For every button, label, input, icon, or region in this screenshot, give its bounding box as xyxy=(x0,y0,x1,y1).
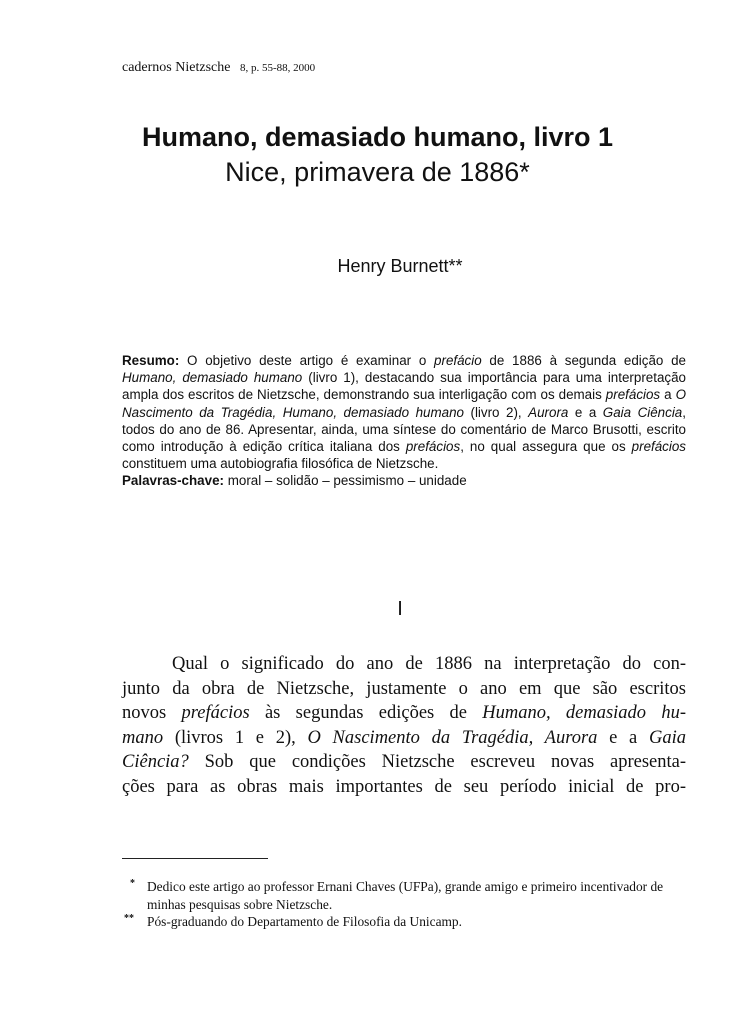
body-line xyxy=(122,677,686,702)
body-seg: às segundas edições de xyxy=(249,703,483,723)
abstract xyxy=(122,352,686,490)
abstract-seg: , todos do ano de 86. Apresentar, ainda, uma síntese do comentário de Marco Brusotti, escrito como introdução à edição crítica italiana dos xyxy=(122,404,686,455)
abstract-label: Resumo: xyxy=(122,353,180,368)
abstract-seg: , no qual assegura que os xyxy=(460,439,632,455)
body-seg: e a xyxy=(597,727,649,748)
body-line xyxy=(122,652,686,677)
footnotes xyxy=(122,878,692,931)
abstract-seg: prefácios xyxy=(631,439,686,455)
abstract-seg: de 1886 à segunda edição de xyxy=(481,353,686,368)
abstract-seg: (livro 1), destacando sua importância para uma interpretação ampla dos escritos de Nietzsche, demonstrando sua interligação com os demais xyxy=(122,370,686,403)
abstract-seg: constituem uma autobiografia filosófica de Nietzsche. xyxy=(122,456,439,472)
body-seg: Gaia xyxy=(648,727,686,748)
body-line xyxy=(122,701,686,726)
article-title xyxy=(0,120,755,190)
body-seg: ções para as obras mais importantes de seu período inicial de pro- xyxy=(122,776,686,797)
footnote-rule xyxy=(122,858,268,859)
abstract-seg: prefácios xyxy=(605,387,661,403)
body-seg: Humano, demasiado hu- xyxy=(482,703,687,723)
journal-volume: 8, p. 55-88, 2000 xyxy=(239,62,316,74)
footnote-text: Pós-graduando do Departamento de Filosofia da Unicamp. xyxy=(147,914,462,929)
abstract-seg: Aurora xyxy=(528,404,569,420)
body-seg: Qual o significado do ano de 1886 na interpretação do con- xyxy=(172,654,686,674)
footnote-1 xyxy=(122,878,692,913)
footnote-text: Dedico este artigo ao professor Ernani Chaves (UFPa), grande amigo e primeiro incentivador de minhas pesquisas sobre Nietzsche. xyxy=(147,879,664,912)
title-line-1: Humano, demasiado humano, livro 1 xyxy=(141,122,614,152)
abstract-seg: Humano, demasiado humano xyxy=(122,370,303,386)
body-line xyxy=(122,750,686,775)
abstract-seg: prefácios xyxy=(405,439,461,455)
footnote-marker: * xyxy=(130,878,135,889)
abstract-seg: a xyxy=(660,387,676,403)
author-name: Henry Burnett** xyxy=(337,256,463,276)
abstract-text xyxy=(122,352,686,472)
body-seg: prefácios xyxy=(181,703,250,723)
footnote-marker: ** xyxy=(124,913,134,924)
body-line xyxy=(122,726,686,751)
keywords xyxy=(122,472,686,489)
abstract-seg: O objetivo deste artigo é examinar o xyxy=(179,353,435,368)
section-heading: I xyxy=(397,598,403,620)
keywords-list: moral – solidão – pessimismo – unidade xyxy=(224,473,467,489)
abstract-seg: prefácio xyxy=(434,353,482,368)
journal-name: cadernos Nietzsche xyxy=(122,60,231,75)
abstract-seg: e a xyxy=(568,404,603,420)
body-line xyxy=(122,775,686,800)
title-line-2: Nice, primavera de 1886* xyxy=(225,157,530,187)
body-seg: mano xyxy=(122,727,164,748)
abstract-seg: O Nascimento da Tragédia, Humano, demasiado humano xyxy=(122,387,686,420)
body-seg: Sob que condições Nietzsche escreveu novas apresenta- xyxy=(188,752,686,772)
abstract-seg: (livro 2), xyxy=(463,404,529,420)
body-seg: O Nascimento da Tragédia, Aurora xyxy=(307,727,598,748)
body-seg: junto da obra de Nietzsche, justamente o ano em que são escritos xyxy=(122,678,686,699)
body-seg: Ciência? xyxy=(122,752,189,772)
body-seg: (livros 1 e 2), xyxy=(163,727,308,748)
body-paragraph xyxy=(122,652,686,799)
running-header xyxy=(122,60,315,76)
body-seg: novos xyxy=(122,703,182,723)
abstract-seg: Gaia Ciência xyxy=(602,404,683,420)
footnote-2 xyxy=(122,913,692,931)
keywords-label: Palavras-chave: xyxy=(122,473,224,489)
